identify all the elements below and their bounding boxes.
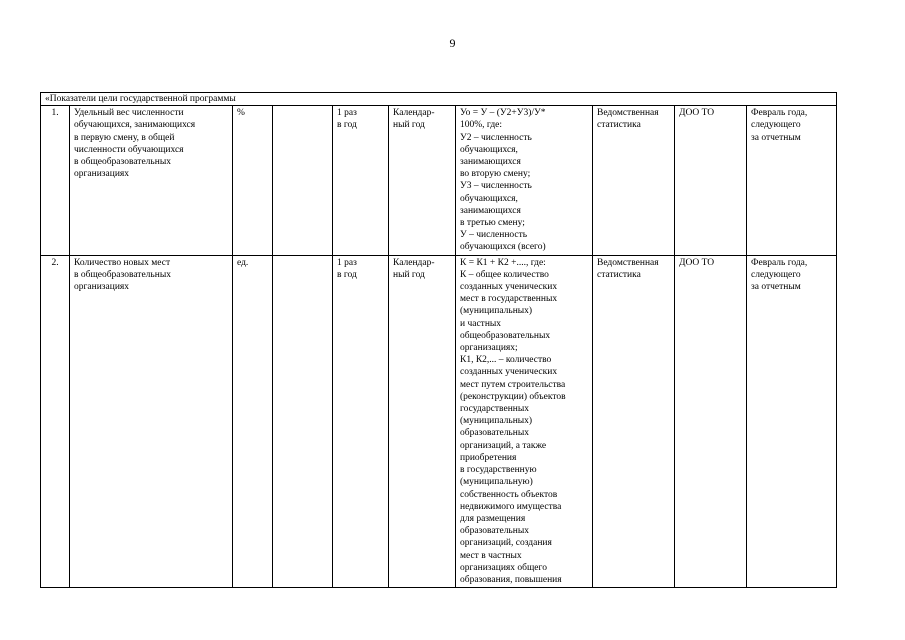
data-source-line: Ведомственная bbox=[597, 257, 659, 268]
row-number: 2. bbox=[41, 255, 70, 587]
calculation-formula bbox=[456, 255, 593, 587]
data-source-line: статистика bbox=[597, 120, 641, 131]
indicator-name bbox=[70, 255, 233, 587]
indicator-name-line: численности обучающихся bbox=[74, 144, 184, 155]
calculation-formula-line: государственных bbox=[460, 404, 530, 415]
indicator-name bbox=[70, 106, 233, 255]
indicator-type-line: Календар- bbox=[393, 257, 435, 268]
indicator-name-line: Удельный вес численности bbox=[74, 108, 184, 119]
calculation-formula-line: У – численность bbox=[460, 230, 528, 241]
calculation-formula-line: организациях общего bbox=[460, 562, 547, 573]
table-header-row bbox=[41, 93, 837, 106]
calculation-formula-line: образовательных bbox=[460, 428, 529, 439]
calculation-formula-line: недвижимого имущества bbox=[460, 501, 562, 512]
calculation-formula bbox=[456, 106, 593, 255]
calculation-formula-line: мест путем строительства bbox=[460, 379, 566, 390]
calculation-formula-line: К = К1 + К2 +...., где: bbox=[460, 257, 546, 268]
calculation-formula-line: У3 – численность bbox=[460, 181, 532, 192]
indicator-name-line: Количество новых мест bbox=[74, 257, 171, 268]
calculation-formula-line: организациях; bbox=[460, 343, 518, 354]
calculation-formula-line: для размещения bbox=[460, 513, 526, 524]
calculation-formula-line: собственность объектов bbox=[460, 489, 558, 500]
empty-cell bbox=[273, 106, 333, 255]
calculation-formula-line: организаций, а также bbox=[460, 440, 547, 451]
calculation-formula-line: образовательных bbox=[460, 526, 529, 537]
table-row bbox=[41, 255, 837, 587]
data-source bbox=[593, 106, 675, 255]
calculation-formula-line: К1, К2,... – количество bbox=[460, 355, 552, 366]
periodicity-line: 1 раз bbox=[337, 108, 357, 119]
calculation-formula-line: в государственную bbox=[460, 465, 537, 476]
responsible-body: ДОО ТО bbox=[675, 255, 747, 587]
calculation-formula-line: приобретения bbox=[460, 452, 517, 463]
calculation-formula-line: К – общее количество bbox=[460, 269, 549, 280]
unit-of-measure: % bbox=[233, 106, 273, 255]
calculation-formula-line: (муниципальную) bbox=[460, 477, 533, 488]
deadline-line: Февраль года, bbox=[751, 257, 808, 268]
deadline bbox=[747, 106, 837, 255]
table-section-header: «Показатели цели государственной программы bbox=[41, 93, 837, 106]
calculation-formula-line: во вторую смену; bbox=[460, 169, 531, 180]
indicator-name-line: в общеобразовательных bbox=[74, 269, 171, 280]
calculation-formula-line: созданных ученических bbox=[460, 367, 558, 378]
data-source-line: Ведомственная bbox=[597, 108, 659, 119]
indicator-name-line: организациях bbox=[74, 282, 130, 293]
deadline-line: за отчетным bbox=[751, 132, 801, 143]
deadline-line: за отчетным bbox=[751, 282, 801, 293]
indicator-type-line: Календар- bbox=[393, 108, 435, 119]
deadline-line: следующего bbox=[751, 120, 801, 131]
deadline-line: следующего bbox=[751, 269, 801, 280]
calculation-formula-line: (муниципальных) bbox=[460, 306, 533, 317]
periodicity bbox=[333, 106, 389, 255]
empty-cell bbox=[273, 255, 333, 587]
indicators-table bbox=[40, 92, 837, 588]
calculation-formula-line: общеобразовательных bbox=[460, 330, 551, 341]
calculation-formula-line: обучающихся, bbox=[460, 193, 518, 204]
data-source-line: статистика bbox=[597, 269, 641, 280]
calculation-formula-line: мест в государственных bbox=[460, 294, 558, 305]
indicator-type bbox=[389, 106, 456, 255]
data-source bbox=[593, 255, 675, 587]
calculation-formula-line: обучающихся, bbox=[460, 144, 518, 155]
calculation-formula-line: образования, повышения bbox=[460, 574, 562, 585]
calculation-formula-line: (реконструкции) объектов bbox=[460, 391, 566, 402]
periodicity-line: 1 раз bbox=[337, 257, 357, 268]
indicator-type-line: ный год bbox=[393, 269, 425, 280]
calculation-formula-line: созданных ученических bbox=[460, 282, 558, 293]
calculation-formula-line: обучающихся (всего) bbox=[460, 242, 546, 253]
calculation-formula-line: занимающихся bbox=[460, 157, 521, 168]
deadline-line: Февраль года, bbox=[751, 108, 808, 119]
unit-of-measure: ед. bbox=[233, 255, 273, 587]
indicator-name-line: в первую смену, в общей bbox=[74, 132, 175, 143]
calculation-formula-line: занимающихся bbox=[460, 205, 521, 216]
calculation-formula-line: 100%, где: bbox=[460, 120, 503, 131]
indicator-name-line: в общеобразовательных bbox=[74, 157, 171, 168]
periodicity-line: в год bbox=[337, 269, 357, 280]
page-number: 9 bbox=[449, 36, 456, 50]
periodicity-line: в год bbox=[337, 120, 357, 131]
table-row bbox=[41, 106, 837, 255]
calculation-formula-line: мест в частных bbox=[460, 550, 522, 561]
calculation-formula-line: У2 – численность bbox=[460, 132, 532, 143]
indicator-type bbox=[389, 255, 456, 587]
calculation-formula-line: организаций, создания bbox=[460, 538, 552, 549]
indicator-type-line: ный год bbox=[393, 120, 425, 131]
indicator-name-line: организациях bbox=[74, 169, 130, 180]
responsible-body: ДОО ТО bbox=[675, 106, 747, 255]
indicator-name-line: обучающихся, занимающихся bbox=[74, 120, 196, 131]
periodicity bbox=[333, 255, 389, 587]
calculation-formula-line: в третью смену; bbox=[460, 218, 525, 229]
calculation-formula-line: Уо = У – (У2+У3)/У* bbox=[460, 108, 546, 119]
row-number: 1. bbox=[41, 106, 70, 255]
calculation-formula-line: и частных bbox=[460, 318, 502, 329]
deadline bbox=[747, 255, 837, 587]
calculation-formula-line: (муниципальных) bbox=[460, 416, 533, 427]
